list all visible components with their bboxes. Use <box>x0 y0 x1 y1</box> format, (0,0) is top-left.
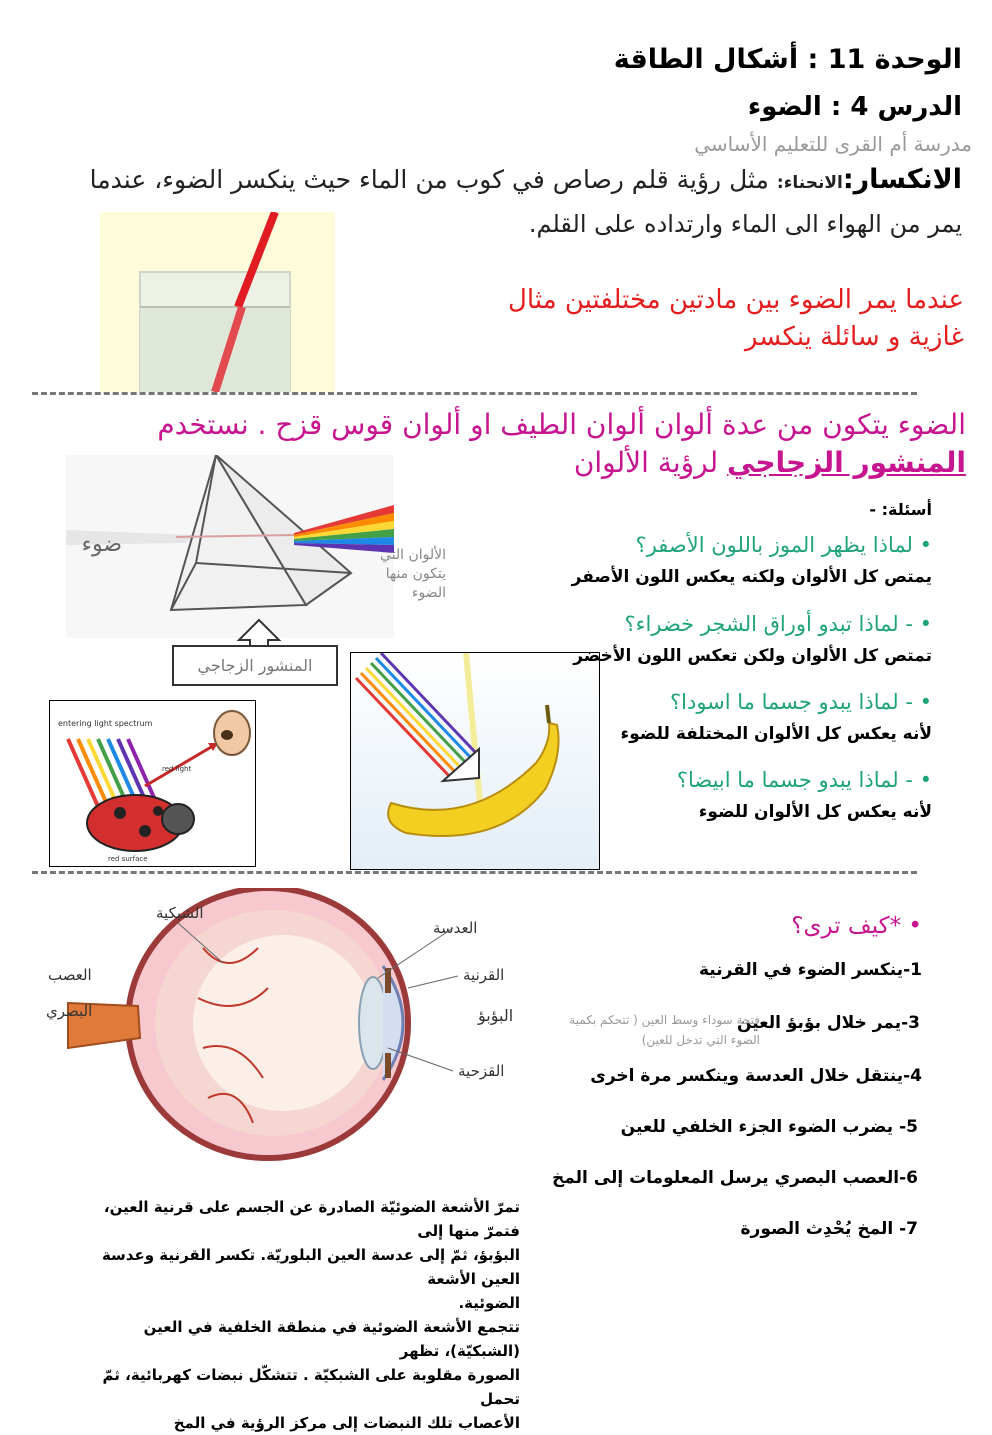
red-note-line-1: عندما يمر الضوء بين مادتين مختلفتين مثال <box>508 285 964 315</box>
eye-label-pupil: البؤبؤ <box>478 1006 514 1025</box>
prism-callout: المنشور الزجاجي <box>172 645 338 686</box>
refraction-red-note <box>404 282 964 356</box>
refraction-text-2: يمر من الهواء الى الماء وارتداده على القلم. <box>528 210 962 238</box>
answer-3: لأنه يعكس كل الألوان المختلفة للضوء <box>620 724 932 744</box>
step-6: 6-العصب البصري يرسل المعلومات إلى المخ <box>551 1168 918 1188</box>
question-2: • - لماذا تبدو أوراق الشجر خضراء؟ <box>624 612 932 636</box>
refraction-definition <box>62 164 962 195</box>
refraction-term: الانكسار: <box>842 164 962 195</box>
divider-2 <box>32 871 917 874</box>
paragraph-line-5: الصورة مقلوبة على الشبكيّة . تتشكّل نبضات كهربائية، ثمّ تحمل <box>102 1366 520 1408</box>
paragraph-line-4: تتجمع الأشعة الضوئية في منطقة الخلفية في العين (الشبكيّة)، تظهر <box>143 1318 520 1360</box>
questions-heading: أسئلة: - <box>869 500 932 519</box>
ladybug-image <box>49 700 256 867</box>
prism-light-label: ضوء <box>81 532 122 557</box>
refraction-text-1: مثل رؤية قلم رصاص في كوب من الماء حيث ينكسر الضوء، عندما <box>89 165 769 194</box>
eye-paragraph <box>70 1195 520 1435</box>
callout-arrow <box>236 618 282 648</box>
colors-line-2-rest: لرؤية الألوان <box>573 446 728 479</box>
unit-title: الوحدة 11 : أشكال الطاقة <box>613 44 962 75</box>
step-5: 5- يضرب الضوء الجزء الخلفي للعين <box>620 1117 918 1137</box>
lesson-title: الدرس 4 : الضوء <box>747 92 962 122</box>
ladybug-bottom-label: red surface <box>108 855 148 863</box>
answer-1: يمتص كل الألوان ولكنه يعكس اللون الأصفر <box>571 567 932 587</box>
paragraph-line-1: تمرّ الأشعة الضوئيّة الصادرة عن الجسم على قرنية العين، فتمرّ منها إلى <box>103 1198 520 1240</box>
ladybug-top-label: entering light spectrum <box>58 719 153 728</box>
eye-label-iris: القزحية <box>458 1062 505 1080</box>
divider-1 <box>32 392 917 395</box>
eye-label-retina: الشبكية <box>156 904 204 922</box>
eye-label-cornea: القرنية <box>463 966 505 984</box>
answer-2: تمتص كل الألوان ولكن تعكس اللون الأخضر <box>573 646 932 666</box>
paragraph-line-3: الضوئية. <box>458 1294 520 1312</box>
step-3: 3-يمر خلال بؤبؤ العين <box>736 1013 920 1033</box>
school-name: مدرسة أم القرى للتعليم الأساسي <box>694 132 972 156</box>
eye-label-lens: العدسة <box>433 919 478 937</box>
pupil-note: فتحة سوداء وسط العين ( تتحكم بكمية الضوء التي تدخل للعين) <box>569 1013 760 1047</box>
refraction-sub: الانحناء: <box>776 173 843 193</box>
eye-label-nerve-2: البصري <box>46 1002 93 1020</box>
eye-diagram <box>28 888 523 1188</box>
red-note-line-2: غازية و سائلة ينكسر <box>744 322 964 352</box>
colors-line-1: الضوء يتكون من عدة ألوان ألوان الطيف او ألوان قوس قزح . نستخدم <box>157 408 966 441</box>
answer-4: لأنه يعكس كل الألوان للضوء <box>698 802 932 822</box>
how-we-see-title: • *كيف ترى؟ <box>791 913 922 939</box>
question-3: • - لماذا يبدو جسما ما اسودا؟ <box>670 690 932 714</box>
paragraph-line-2: البؤبؤ، ثمّ إلى عدسة العين البلوريّة. تكسر القرنية وعدسة العين الأشعة <box>101 1246 520 1288</box>
glass-straw-image <box>100 212 335 392</box>
question-4: • - لماذا يبدو جسما ما ابيضا؟ <box>676 768 932 792</box>
eye-label-nerve-1: العصب <box>48 966 92 984</box>
step-1: 1-ينكسر الضوء في القرنية <box>698 960 922 980</box>
paragraph-line-6: الأعصاب تلك النبضات إلى مركز الرؤية في المخ <box>173 1414 520 1432</box>
prism-colors-label: الألوان التي يتكون منها الضوء <box>379 547 446 601</box>
step-7: 7- المخ يُحْدِث الصورة <box>740 1219 918 1239</box>
banana-image <box>350 652 600 870</box>
step-4: 4-ينتقل خلال العدسة وينكسر مرة اخرى <box>590 1066 922 1086</box>
ladybug-red-label: red light <box>162 765 192 773</box>
question-1: • لماذا يظهر الموز باللون الأصفر؟ <box>635 533 932 557</box>
prism-term: المنشور الزجاجي <box>727 446 966 479</box>
